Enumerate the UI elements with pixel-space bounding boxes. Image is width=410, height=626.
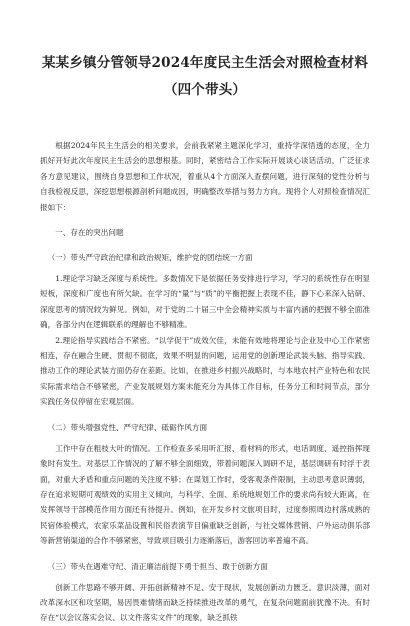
paragraph-work-style: 工作中存在粗枝大叶的情况。工作检查多采用听汇报、看材料的形式，电话调度、遥控指挥现象时有发生。对基层工作情况的了解不够全面细致，带着问题深入调研不足，基层调研有时浮于表面，对重大矛盾和重点问题的关注度不够；在谋划工作时，受客观条件限制，主动思考意识薄弱，存在追求短期可观绩效的实用主义倾向，与科学、全面、系统地规划工作的要求尚有较大距离，在发挥领导干部模范作用方面还有待提升。例如，在开发乡村文旅项目时，过度参照周边村落成熟的民宿体验模式，农家乐菜品设置和民俗表演节目偏重缺乏创新，与社交媒体营销、户外运动俱乐部等新营销渠道的合作不够紧密，导致项目吸引力逐渐落后，游客回访率普遍不高。 bbox=[40, 443, 370, 546]
paragraph-innovation: 创新工作思路不够开阔、开拓创新精神不足、安于现状，发展创新动力匮乏。意识淡薄，面对改革深水区和攻坚期，易因畏难情绪而缺乏持续推进改革的勇气，在复杂问题面前犹豫不决。有时存在“以会议落实会议、以文件落实文件”的现象，缺乏抓铁 bbox=[40, 582, 370, 623]
subsection-heading-2: （二）带头增强党性、严守纪律、砥砺作风方面 bbox=[47, 422, 208, 432]
subsection-heading-3: （三）带头在遇难守纪、清正廉洁前提下勇于担当、敢于创新方面 bbox=[47, 561, 268, 571]
subsection-heading-1: （一）带头严守政治纪律和政治规矩，维护党的团结统一方面 bbox=[47, 253, 253, 263]
section-heading-problems: 一、存在的突出问题 bbox=[55, 228, 124, 238]
paragraph-theory-study: 1.理论学习缺乏深度与系统性。多数情况下是依据任务安排进行学习，学习的系统性存在明显短板，深度和广度也有所欠缺。在学习的“量”与“质”的平衡把握上表现不佳，静下心来深入钻研、深度思考的情况较为鲜见。例如，对于党的二十届三中全会精神实质与丰富内涵的把握不够全面准确，各部分内在逻辑联系的理解也不够精准。 bbox=[40, 274, 370, 330]
paragraph-theory-practice: 2.理论指导实践结合不紧密。“以学促干”成效欠佳，未能有效地将理论与企业及中心工作紧密相连，存在融合生硬、贯彻不彻底，效果不明显的问题，运用党的创新理论武装头脑、指导实践、推动工作的理论武装方面仍存在差距。比如，在推进乡村振兴战略时，与本地农村产业特色和农民实际需求结合不够紧密，产业发展规划方案未能充分为具体工作目标，任务分工和时间节点，部分实践任务仅停留在宏观层面。 bbox=[40, 335, 370, 407]
document-title: 某某乡镇分管领导2024年度民主生活会对照检查材料（四个带头） bbox=[41, 55, 369, 98]
intro-paragraph: 根据2024年民主生活会的相关要求，会前我紧紧主题深化学习，重持学深悟透的态度，全力抓好开好此次年度民主生活会的思想根基。同时，紧密结合工作实际开展谈心谈话活动，广泛征求各方意见建议，围绕自身思想和工作状况，着重从4个方面深入查摆问题，进行深刻的党性分析与自我检视反思，深挖思想根源剖析问题成因，明确整改举措与努力方向。现将个人对照检查情况汇报如下： bbox=[40, 141, 370, 212]
title-spacer bbox=[40, 104, 370, 138]
